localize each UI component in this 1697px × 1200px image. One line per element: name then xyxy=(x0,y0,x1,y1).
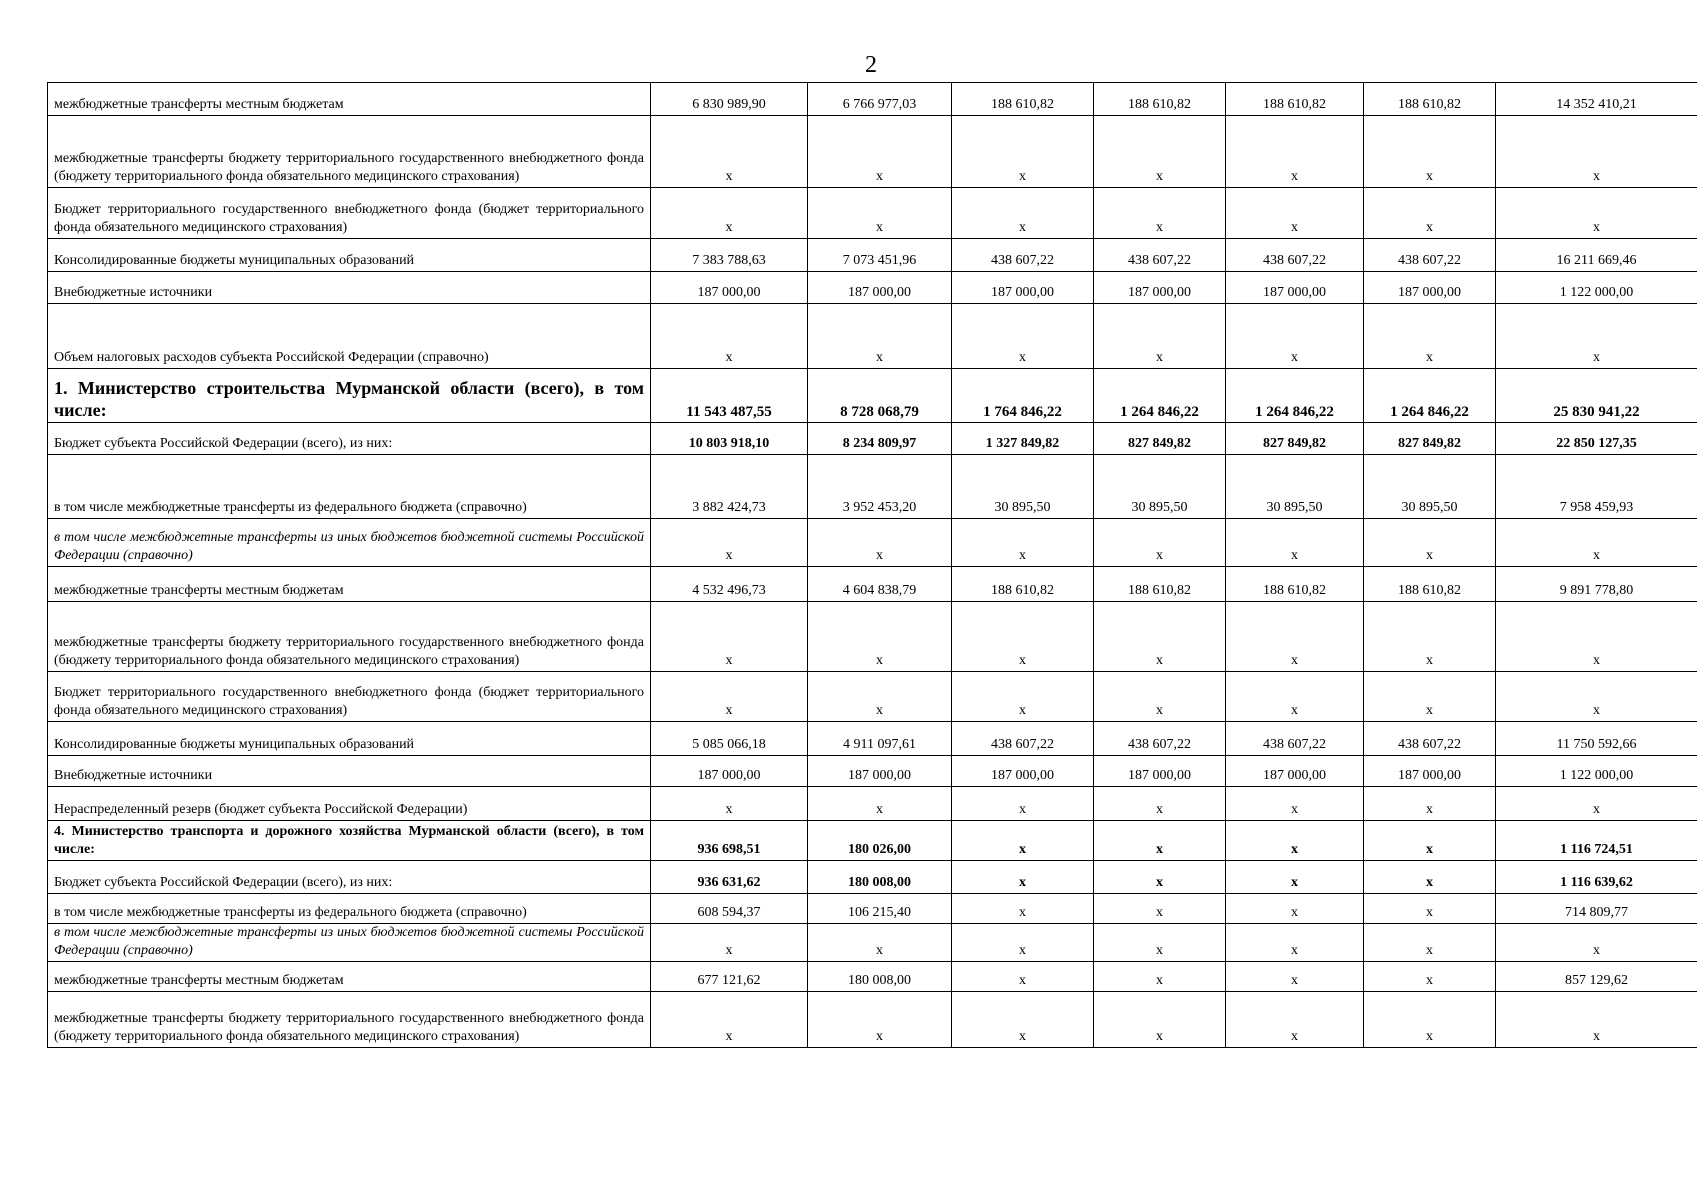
row-value: x xyxy=(1094,861,1226,894)
row-label: Бюджет территориального государственного внебюджетного фонда (бюджет территориального фонда обязательного медицинского страхования) xyxy=(48,672,651,722)
row-label: Внебюджетные источники xyxy=(48,756,651,787)
row-value: x xyxy=(651,304,808,369)
row-value: x xyxy=(952,924,1094,962)
row-value: x xyxy=(1094,188,1226,239)
row-value: x xyxy=(1496,924,1697,962)
row-label: межбюджетные трансферты местным бюджетам xyxy=(48,83,651,116)
row-value: x xyxy=(1226,116,1364,188)
table-row xyxy=(48,722,1697,756)
row-value: x xyxy=(1364,116,1496,188)
row-label: межбюджетные трансферты бюджету территориального государственного внебюджетного фонда (бюджету территориального фонда обязательного медицинского страхования) xyxy=(48,602,651,672)
row-value: 4 532 496,73 xyxy=(651,567,808,602)
row-value: x xyxy=(1364,894,1496,924)
row-value: 936 698,51 xyxy=(651,821,808,861)
row-value: x xyxy=(1364,992,1496,1048)
row-value: 1 122 000,00 xyxy=(1496,756,1697,787)
table-row xyxy=(48,924,1697,962)
row-value: x xyxy=(1094,116,1226,188)
row-value: 188 610,82 xyxy=(1364,83,1496,116)
row-value: x xyxy=(1094,304,1226,369)
row-value: x xyxy=(952,602,1094,672)
table-row xyxy=(48,672,1697,722)
row-value: x xyxy=(651,519,808,567)
row-label: межбюджетные трансферты бюджету территориального государственного внебюджетного фонда (бюджету территориального фонда обязательного медицинского страхования) xyxy=(48,116,651,188)
row-value: 438 607,22 xyxy=(952,239,1094,272)
row-value: x xyxy=(1364,787,1496,821)
row-value: 438 607,22 xyxy=(1364,239,1496,272)
row-label: Объем налоговых расходов субъекта Российской Федерации (справочно) xyxy=(48,304,651,369)
row-value: x xyxy=(1226,962,1364,992)
row-value: 857 129,62 xyxy=(1496,962,1697,992)
table-row xyxy=(48,962,1697,992)
row-value: x xyxy=(952,962,1094,992)
row-value: x xyxy=(651,992,808,1048)
row-value: 438 607,22 xyxy=(952,722,1094,756)
row-value: x xyxy=(952,304,1094,369)
row-label: Бюджет субъекта Российской Федерации (всего), из них: xyxy=(48,861,651,894)
row-value: 8 234 809,97 xyxy=(808,423,952,455)
row-value: x xyxy=(808,304,952,369)
row-value: 1 764 846,22 xyxy=(952,369,1094,423)
row-value: 8 728 068,79 xyxy=(808,369,952,423)
row-value: x xyxy=(651,188,808,239)
row-value: x xyxy=(808,672,952,722)
row-value: 188 610,82 xyxy=(1226,83,1364,116)
row-value: 10 803 918,10 xyxy=(651,423,808,455)
row-value: 187 000,00 xyxy=(1364,756,1496,787)
table-row xyxy=(48,116,1697,188)
row-value: 438 607,22 xyxy=(1094,722,1226,756)
row-value: 187 000,00 xyxy=(952,756,1094,787)
row-label: Бюджет территориального государственного внебюджетного фонда (бюджет территориального фонда обязательного медицинского страхования) xyxy=(48,188,651,239)
row-value: x xyxy=(808,519,952,567)
row-value: x xyxy=(1364,924,1496,962)
row-value: 827 849,82 xyxy=(1226,423,1364,455)
row-value: x xyxy=(952,519,1094,567)
row-value: 6 830 989,90 xyxy=(651,83,808,116)
row-value: x xyxy=(952,116,1094,188)
row-value: 11 543 487,55 xyxy=(651,369,808,423)
row-value: 714 809,77 xyxy=(1496,894,1697,924)
row-value: x xyxy=(1094,924,1226,962)
row-value: 187 000,00 xyxy=(808,272,952,304)
row-value: x xyxy=(1226,861,1364,894)
row-value: 11 750 592,66 xyxy=(1496,722,1697,756)
row-value: 7 383 788,63 xyxy=(651,239,808,272)
row-value: 22 850 127,35 xyxy=(1496,423,1697,455)
row-label: в том числе межбюджетные трансферты из федерального бюджета (справочно) xyxy=(48,894,651,924)
row-value: x xyxy=(808,787,952,821)
row-value: 1 116 724,51 xyxy=(1496,821,1697,861)
row-label: межбюджетные трансферты местным бюджетам xyxy=(48,567,651,602)
row-value: 677 121,62 xyxy=(651,962,808,992)
row-value: 180 026,00 xyxy=(808,821,952,861)
row-value: 187 000,00 xyxy=(1226,272,1364,304)
budget-table-body xyxy=(48,83,1697,1048)
row-value: x xyxy=(1226,787,1364,821)
row-label: в том числе межбюджетные трансферты из иных бюджетов бюджетной системы Российской Федерации (справочно) xyxy=(48,924,651,962)
row-value: 187 000,00 xyxy=(1094,272,1226,304)
row-value: x xyxy=(1496,992,1697,1048)
row-value: 187 000,00 xyxy=(1364,272,1496,304)
row-value: x xyxy=(1094,821,1226,861)
row-value: x xyxy=(952,821,1094,861)
row-value: x xyxy=(952,894,1094,924)
table-row xyxy=(48,188,1697,239)
row-value: x xyxy=(1496,519,1697,567)
row-value: x xyxy=(952,672,1094,722)
row-value: 5 085 066,18 xyxy=(651,722,808,756)
row-value: 187 000,00 xyxy=(1226,756,1364,787)
row-value: 30 895,50 xyxy=(1094,455,1226,519)
row-value: x xyxy=(1226,821,1364,861)
table-row xyxy=(48,423,1697,455)
row-value: 827 849,82 xyxy=(1094,423,1226,455)
table-row xyxy=(48,787,1697,821)
row-value: x xyxy=(952,861,1094,894)
row-value: 3 952 453,20 xyxy=(808,455,952,519)
row-value: x xyxy=(1226,602,1364,672)
row-value: x xyxy=(1094,672,1226,722)
row-value: x xyxy=(651,116,808,188)
row-label: Консолидированные бюджеты муниципальных образований xyxy=(48,239,651,272)
row-value: 187 000,00 xyxy=(808,756,952,787)
row-value: x xyxy=(1094,894,1226,924)
row-value: x xyxy=(1226,188,1364,239)
row-value: 1 116 639,62 xyxy=(1496,861,1697,894)
table-row xyxy=(48,894,1697,924)
row-value: x xyxy=(1364,188,1496,239)
row-value: 187 000,00 xyxy=(651,756,808,787)
row-value: x xyxy=(651,787,808,821)
row-value: x xyxy=(1094,962,1226,992)
row-value: 188 610,82 xyxy=(1094,567,1226,602)
row-value: 7 958 459,93 xyxy=(1496,455,1697,519)
row-value: x xyxy=(952,787,1094,821)
row-value: 438 607,22 xyxy=(1226,722,1364,756)
row-value: x xyxy=(1364,962,1496,992)
row-value: x xyxy=(1094,602,1226,672)
row-value: 188 610,82 xyxy=(1364,567,1496,602)
row-value: x xyxy=(808,924,952,962)
row-value: x xyxy=(1364,304,1496,369)
row-value: x xyxy=(1364,821,1496,861)
row-value: 9 891 778,80 xyxy=(1496,567,1697,602)
row-label: межбюджетные трансферты бюджету территориального государственного внебюджетного фонда (бюджету территориального фонда обязательного медицинского страхования) xyxy=(48,992,651,1048)
row-label: 1. Министерство строительства Мурманской области (всего), в том числе: xyxy=(48,369,651,423)
table-row xyxy=(48,369,1697,423)
row-value: x xyxy=(1226,992,1364,1048)
row-value: x xyxy=(1364,519,1496,567)
row-value: 1 327 849,82 xyxy=(952,423,1094,455)
row-label: Внебюджетные источники xyxy=(48,272,651,304)
row-value: 30 895,50 xyxy=(952,455,1094,519)
row-value: x xyxy=(1094,992,1226,1048)
row-value: x xyxy=(651,672,808,722)
row-value: 187 000,00 xyxy=(952,272,1094,304)
row-value: 188 610,82 xyxy=(952,567,1094,602)
row-label: в том числе межбюджетные трансферты из иных бюджетов бюджетной системы Российской Федерации (справочно) xyxy=(48,519,651,567)
row-value: x xyxy=(1094,519,1226,567)
row-value: 438 607,22 xyxy=(1094,239,1226,272)
row-value: 608 594,37 xyxy=(651,894,808,924)
row-value: x xyxy=(651,924,808,962)
row-value: x xyxy=(1364,602,1496,672)
row-value: 180 008,00 xyxy=(808,962,952,992)
row-value: 827 849,82 xyxy=(1364,423,1496,455)
row-value: x xyxy=(808,992,952,1048)
row-value: x xyxy=(1496,116,1697,188)
row-value: x xyxy=(808,116,952,188)
row-value: 25 830 941,22 xyxy=(1496,369,1697,423)
row-value: 7 073 451,96 xyxy=(808,239,952,272)
row-value: x xyxy=(1496,602,1697,672)
row-value: 6 766 977,03 xyxy=(808,83,952,116)
row-value: x xyxy=(1496,304,1697,369)
row-value: x xyxy=(1226,924,1364,962)
row-label: Консолидированные бюджеты муниципальных образований xyxy=(48,722,651,756)
row-label: в том числе межбюджетные трансферты из федерального бюджета (справочно) xyxy=(48,455,651,519)
row-value: x xyxy=(1496,188,1697,239)
row-label: межбюджетные трансферты местным бюджетам xyxy=(48,962,651,992)
row-value: 16 211 669,46 xyxy=(1496,239,1697,272)
table-row xyxy=(48,567,1697,602)
budget-table xyxy=(47,82,1697,1048)
row-value: x xyxy=(1496,787,1697,821)
table-row xyxy=(48,519,1697,567)
table-row xyxy=(48,756,1697,787)
row-value: x xyxy=(808,188,952,239)
row-value: x xyxy=(952,992,1094,1048)
row-value: 106 215,40 xyxy=(808,894,952,924)
table-row xyxy=(48,239,1697,272)
row-value: 936 631,62 xyxy=(651,861,808,894)
row-value: x xyxy=(1496,672,1697,722)
table-row xyxy=(48,992,1697,1048)
row-value: x xyxy=(651,602,808,672)
row-value: 188 610,82 xyxy=(952,83,1094,116)
row-value: 438 607,22 xyxy=(1226,239,1364,272)
row-value: 1 264 846,22 xyxy=(1094,369,1226,423)
row-value: x xyxy=(1364,861,1496,894)
row-value: 188 610,82 xyxy=(1094,83,1226,116)
row-value: 1 122 000,00 xyxy=(1496,272,1697,304)
table-row xyxy=(48,861,1697,894)
table-row xyxy=(48,304,1697,369)
row-value: 4 604 838,79 xyxy=(808,567,952,602)
row-value: 30 895,50 xyxy=(1226,455,1364,519)
row-value: 14 352 410,21 xyxy=(1496,83,1697,116)
row-value: 187 000,00 xyxy=(651,272,808,304)
row-value: x xyxy=(952,188,1094,239)
row-value: 1 264 846,22 xyxy=(1226,369,1364,423)
row-value: x xyxy=(1226,894,1364,924)
row-value: 3 882 424,73 xyxy=(651,455,808,519)
row-label: Нераспределенный резерв (бюджет субъекта Российской Федерации) xyxy=(48,787,651,821)
row-value: 180 008,00 xyxy=(808,861,952,894)
table-row xyxy=(48,602,1697,672)
table-row xyxy=(48,272,1697,304)
row-value: 30 895,50 xyxy=(1364,455,1496,519)
row-value: x xyxy=(1094,787,1226,821)
row-value: x xyxy=(1226,304,1364,369)
table-row xyxy=(48,821,1697,861)
row-value: 4 911 097,61 xyxy=(808,722,952,756)
table-row xyxy=(48,455,1697,519)
row-value: 1 264 846,22 xyxy=(1364,369,1496,423)
row-value: 187 000,00 xyxy=(1094,756,1226,787)
row-label: Бюджет субъекта Российской Федерации (всего), из них: xyxy=(48,423,651,455)
page-number: 2 xyxy=(865,52,877,78)
table-row xyxy=(48,83,1697,116)
row-value: x xyxy=(1364,672,1496,722)
row-label: 4. Министерство транспорта и дорожного хозяйства Мурманской области (всего), в том числе: xyxy=(48,821,651,861)
row-value: 188 610,82 xyxy=(1226,567,1364,602)
row-value: x xyxy=(1226,519,1364,567)
row-value: x xyxy=(1226,672,1364,722)
row-value: 438 607,22 xyxy=(1364,722,1496,756)
row-value: x xyxy=(808,602,952,672)
